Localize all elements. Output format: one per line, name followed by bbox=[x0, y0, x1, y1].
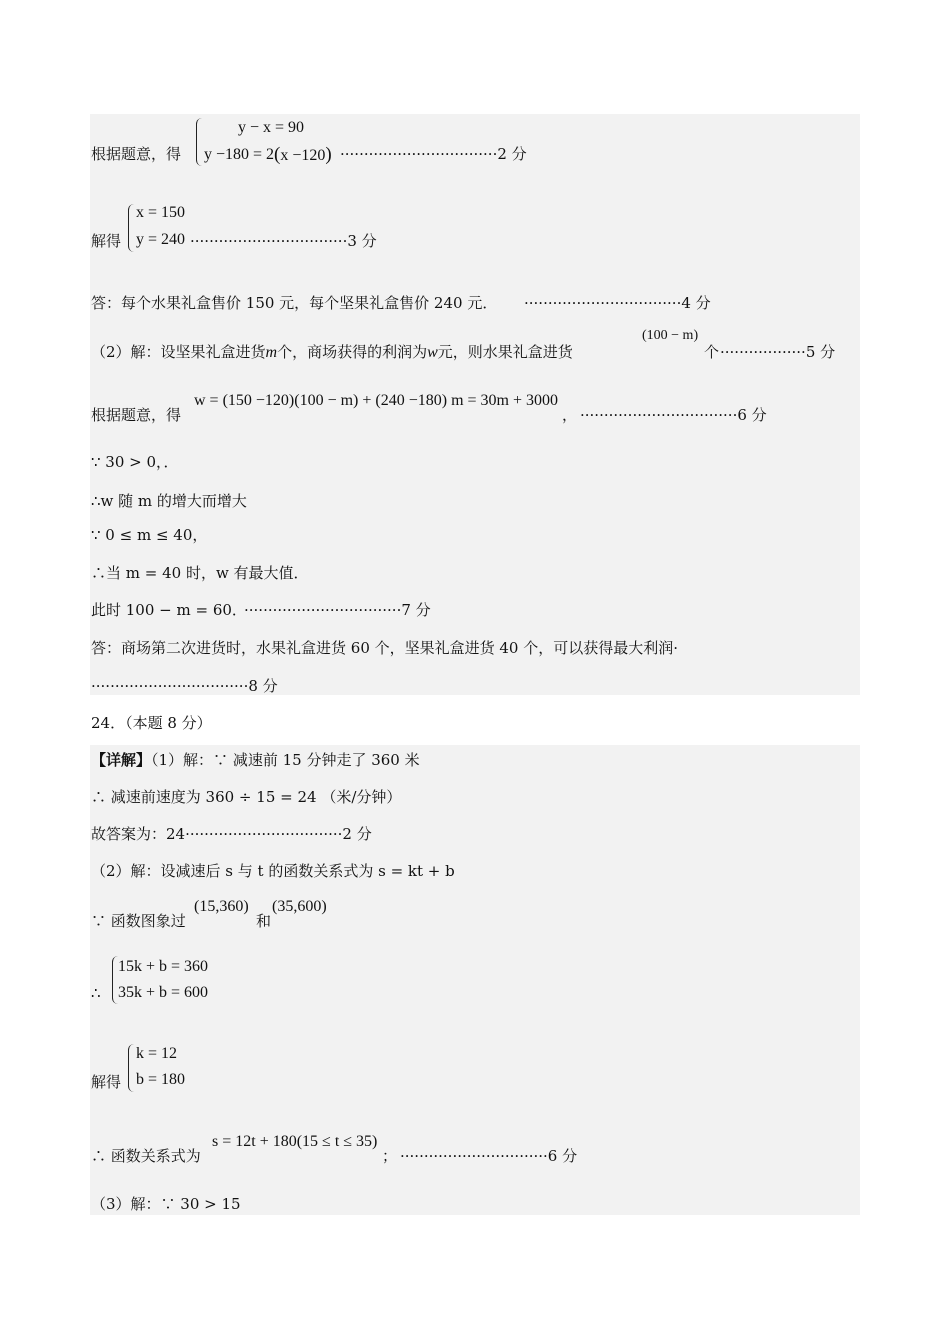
expression: s = 12t + 180(15 ≤ t ≤ 35) bbox=[212, 1133, 378, 1150]
expression: w = (150 −120)(100 − m) + (240 −180) m = 30m + 3000 bbox=[194, 392, 559, 409]
score-dots: ·································6 分 bbox=[580, 406, 767, 424]
equation: 35k + b = 600 bbox=[118, 984, 209, 1001]
equation: 15k + b = 360 bbox=[118, 958, 209, 975]
equation: y −180 = 2 bbox=[204, 146, 275, 163]
equation: y − x = 90 bbox=[238, 119, 305, 136]
equation: k = 12 bbox=[136, 1045, 178, 1062]
text-line: 答：每个水果礼盒售价 150 元，每个坚果礼盒售价 240 元． bbox=[91, 294, 498, 312]
text-line: （2）解：设坚果礼盒进货m个，商场获得的利润为w元，则水果礼盒进货 bbox=[91, 343, 573, 361]
brace bbox=[128, 1044, 134, 1092]
text-line: 【详解】（1）解：∵ 减速前 15 分钟走了 360 米 bbox=[91, 751, 420, 769]
text-line: 解得 bbox=[91, 232, 122, 250]
text-line: 故答案为：24·································2 分 bbox=[91, 825, 372, 843]
score-dots: ·································4 分 bbox=[524, 294, 711, 312]
detail-tag: 【详解】 bbox=[91, 751, 152, 769]
text-line: 个 bbox=[704, 343, 720, 361]
text-line: ∵ 0 ≤ m ≤ 40， bbox=[91, 526, 208, 544]
text-line: ∵ 函数图象过 bbox=[91, 912, 186, 930]
text-line: 和 bbox=[256, 912, 272, 930]
text-line: ∵ 30 > 0，． bbox=[91, 453, 179, 471]
text-line: ∴w 随 m 的增大而增大 bbox=[91, 492, 247, 510]
text-line: ， bbox=[562, 406, 578, 424]
score-dots: ··················5 分 bbox=[720, 343, 836, 361]
brace bbox=[196, 118, 202, 166]
text-line: （2）解：设减速后 s 与 t 的函数关系式为 s = kt + b bbox=[91, 862, 455, 880]
point: (35,600) bbox=[272, 898, 327, 915]
equation: x = 150 bbox=[136, 204, 186, 221]
equation-paren: (x −120) bbox=[274, 144, 332, 165]
text-line: 答：商场第二次进货时，水果礼盒进货 60 个，坚果礼盒进货 40 个，可以获得最大利润· bbox=[91, 639, 679, 657]
equation: y = 240 bbox=[136, 231, 186, 248]
text-line: ∴当 m = 40 时，w 有最大值． bbox=[91, 564, 309, 582]
text-line: 根据题意，得 bbox=[91, 145, 182, 163]
brace bbox=[128, 204, 134, 252]
score-dots: ·································2 分 bbox=[340, 145, 527, 163]
text-line: 解得 bbox=[91, 1073, 122, 1091]
score-dots: ·································7 分 bbox=[244, 601, 431, 619]
text-line: （3）解：∵ 30 > 15 bbox=[91, 1195, 241, 1213]
score-dots: ·································8 分 bbox=[91, 677, 278, 695]
equation: b = 180 bbox=[136, 1071, 186, 1088]
question-heading: 24．（本题 8 分） bbox=[91, 714, 212, 732]
text-line: ； bbox=[382, 1147, 398, 1165]
text-line: ∴ 减速前速度为 360 ÷ 15 = 24 （米/分钟） bbox=[91, 788, 402, 806]
text-line: 此时 100 − m = 60． bbox=[91, 601, 247, 619]
text-line: ∴ bbox=[91, 984, 101, 1002]
expression: (100 − m) bbox=[642, 328, 699, 343]
score-dots: ·······························6 分 bbox=[400, 1147, 578, 1165]
text-line: ∴ 函数关系式为 bbox=[91, 1147, 201, 1165]
solution-block-24 bbox=[90, 745, 860, 1215]
score-dots: ·································3 分 bbox=[190, 232, 377, 250]
text-line: 根据题意，得 bbox=[91, 406, 182, 424]
point: (15,360) bbox=[194, 898, 249, 915]
